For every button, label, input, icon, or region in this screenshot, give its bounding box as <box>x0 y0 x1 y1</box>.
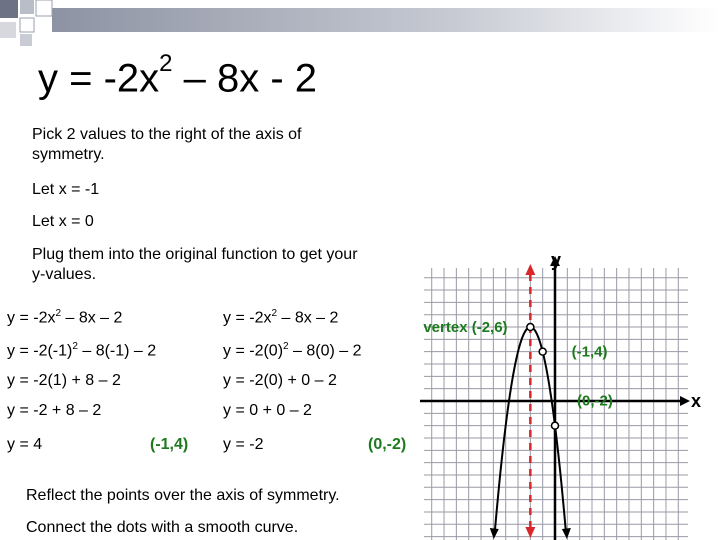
parabola-arrow-left <box>490 528 499 539</box>
title-exponent: 2 <box>159 50 173 77</box>
eq-exponent: 2 <box>72 341 78 352</box>
eq-text: – 8x – 2 <box>61 309 123 327</box>
right-result-point: (0,-2) <box>368 436 407 453</box>
x-axis-label: x <box>691 391 702 411</box>
eq-text: y = -2(-1) <box>7 342 73 360</box>
left-eq-row-3: y = -2(1) + 8 – 2 <box>7 372 121 389</box>
title-rest: – 8x - 2 <box>172 56 318 101</box>
instruction-plug: Plug them into the original function to get your y-values. <box>32 246 358 283</box>
right-eq-row-4: y = 0 + 0 – 2 <box>223 402 312 419</box>
point-0-minus2 <box>552 422 559 429</box>
instruction-let-x-0: Let x = 0 <box>32 213 94 230</box>
point-label-minus1-4: (-1,4) <box>571 343 608 361</box>
axis-of-symmetry-arrow-top <box>525 264 535 275</box>
eq-exponent: 2 <box>271 308 278 319</box>
instruction-reflect: Reflect the points over the axis of symmetry. <box>26 487 340 504</box>
eq-text: y = -2x <box>7 309 56 327</box>
left-eq-row-5: y = 4 <box>7 436 43 453</box>
point-minus1-4 <box>539 348 546 355</box>
left-result-point: (-1,4) <box>150 436 189 453</box>
right-eq-row-3: y = -2(0) + 0 – 2 <box>223 372 337 389</box>
instruction-pick: Pick 2 values to the right of the axis of symmetry. <box>32 126 302 163</box>
instruction-connect: Connect the dots with a smooth curve. <box>26 519 299 536</box>
point-label-0-minus2: (0,-2) <box>577 392 613 410</box>
y-axis-label: y <box>551 250 562 270</box>
eq-exponent: 2 <box>283 341 289 352</box>
eq-text: y = -2x <box>223 309 272 327</box>
parabola-arrow-right <box>562 528 571 539</box>
vertex-label: vertex (-2,6) <box>423 319 508 337</box>
instruction-let-x-minus-1: Let x = -1 <box>32 181 100 198</box>
right-eq-row-5: y = -2 <box>223 436 264 453</box>
title-base: y = -2x <box>38 56 160 101</box>
eq-text: y = -2(0) <box>223 342 284 360</box>
eq-exponent: 2 <box>55 308 62 319</box>
eq-text: – 8(-1) – 2 <box>77 342 157 360</box>
eq-text: – 8(0) – 2 <box>288 342 362 360</box>
vertex-point <box>527 324 534 331</box>
x-axis-arrow <box>680 396 690 406</box>
eq-text: – 8x – 2 <box>277 309 339 327</box>
left-eq-row-4: y = -2 + 8 – 2 <box>7 402 102 419</box>
